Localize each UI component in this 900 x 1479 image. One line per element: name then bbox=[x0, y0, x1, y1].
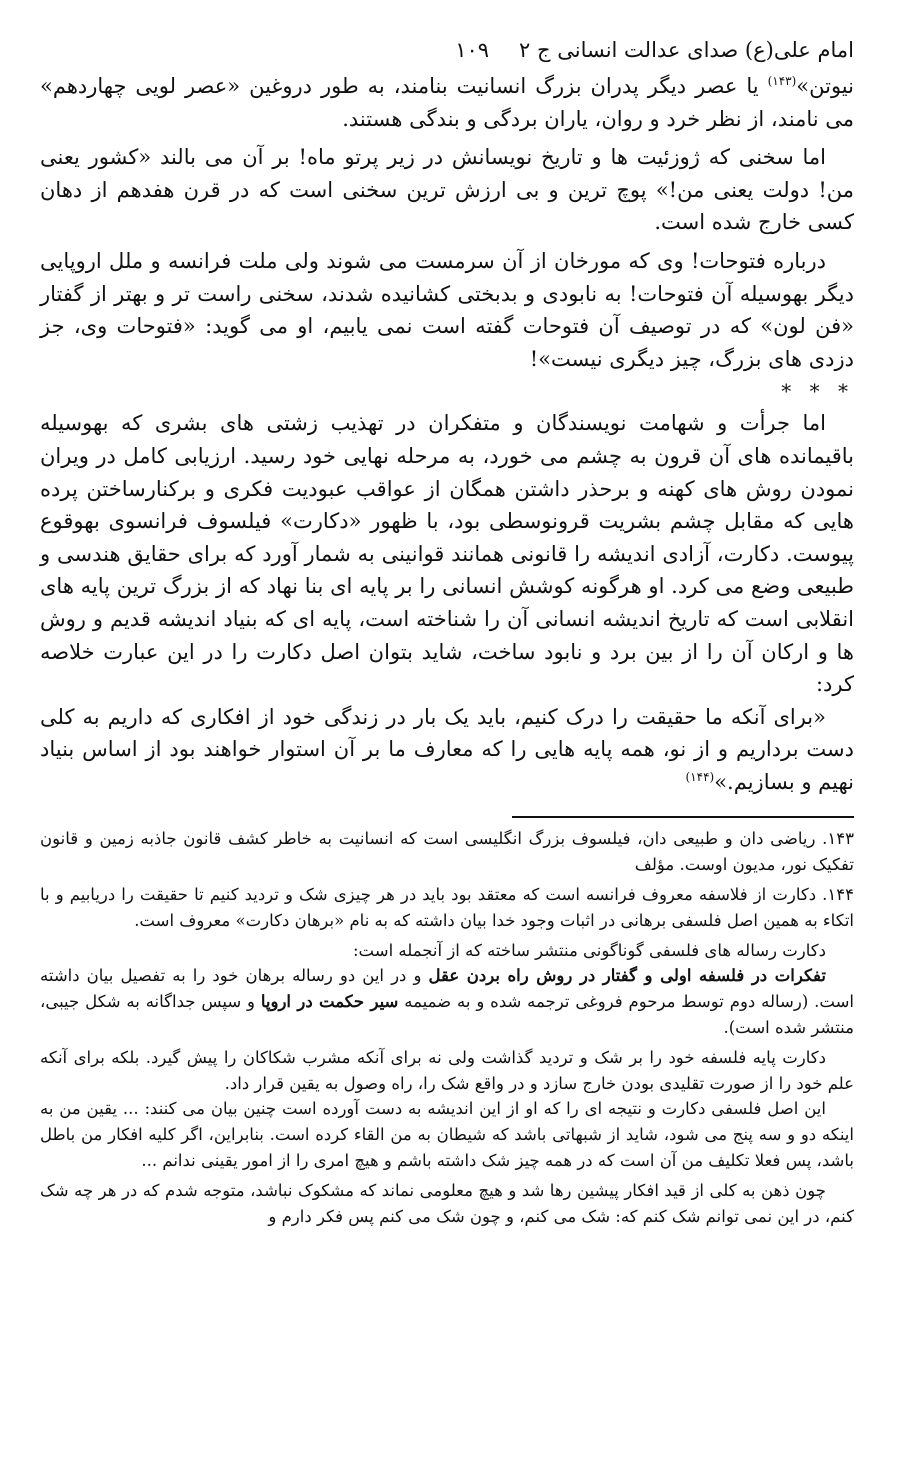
paragraph-1-rest: یا عصر دیگر پدران بزرگ انسانیت بنامند، به طور دروغین «عصر لویی چهاردهم» می نامند، از نظر خرد و روان، یاران بردگی و بندگی هستند. bbox=[40, 74, 854, 131]
section-separator: * * * bbox=[781, 379, 854, 404]
paragraph-4: اما جرأت و شهامت نویسندگان و متفکران در تهذیب زشتی های بشری که بهوسیله باقیمانده های آن قرون به چشم می خورد، به مرحله نهایی خود رسید. ارزیابی کامل در ویران نمودن روش های کهنه و برحذر داشتن همگان از عواقب عبودیت فکری و برکنارساختن پرده هایی که مقابل چشم بشریت قرونوسطی بود، با ظهور «دکارت» فیلسوف فرانسوی بهوقوع پیوست. دکارت، آزادی اندیشه را قانونی همانند قوانینی به شمار آورد که برای حقایق هندسی و طبیعی وضع می کرد. او هرگونه کوشش انسانی را بر پایه ای بنا نهاد که از بزرگ ترین پایه های انقلابی است که تاریخ اندیشه انسانی آن را شناخته است، پایه ای که بنیاد اندیشه قدیم و روش ها و ارکان آن را از بین برد و نابود ساخت، شاید بتوان اصل دکارت را در این عبارت خلاصه کرد: bbox=[40, 411, 854, 697]
footnote-ref-143: (۱۴۳) bbox=[767, 74, 797, 88]
footnotes bbox=[40, 826, 854, 1229]
book-titles-bold: تفکرات در فلسفه اولی و گفتار در روش راه بردن عقل bbox=[428, 966, 826, 986]
paragraph-2: اما سخنی که ژوزئیت ها و تاریخ نویسانش در زیر پرتو ماه! بر آن می بالند «کشور یعنی من! دولت یعنی من!» پوچ ترین و بی ارزش ترین سخنی است که در قرن هفدهم از دهان کسی خارج شده است. bbox=[40, 145, 854, 235]
book-page bbox=[40, 30, 854, 1479]
quote-text: «برای آنکه ما حقیقت را درک کنیم، باید یک بار در زندگی خود از افکاری که داریم به کلی دست برداریم و از نو، همه پایه هایی را که معارف ما بر آن استوار خواهند بود از اساس بنیاد نهیم و بسازیم.» bbox=[40, 704, 854, 794]
footnote-note-2 bbox=[40, 963, 854, 1040]
footnote-144: ۱۴۴. دکارت از فلاسفه معروف فرانسه است که معتقد بود باید در هر چیزی شک و تردید کنیم تا حقیقت را دریابیم و با اتکاء به همین اصل فلسفی برهانی در اثبات وجود خدا بیان داشته که به نام «برهان دکارت» معروف است. bbox=[40, 885, 854, 930]
running-header bbox=[40, 30, 854, 70]
page-number: ۱۰۹ bbox=[455, 38, 490, 62]
paragraph-5-quote bbox=[40, 701, 854, 799]
paragraph-1 bbox=[40, 70, 854, 135]
footnote-divider bbox=[512, 816, 854, 818]
footnote-note-3: دکارت پایه فلسفه خود را بر شک و تردید گذاشت ولی نه برای آنکه مشرب شکاکان را پیش گیرد. بلکه برای آنکه علم خود را از صورت تقلیدی بودن خارج سازد و در واقع شک را، راه وصول به یقین قرار داد. bbox=[40, 1047, 854, 1093]
paragraph-3: درباره فتوحات! وی که مورخان از آن سرمست می شوند ولی ملت فرانسه و ملل اروپایی دیگر بهوسیله آن فتوحات! به نابودی و بدبختی کشانیده شدند، سخنی راست تر و بهتر از گفتار «فن لون» که در توصیف آن فتوحات گفته است نمی یابیم، او می گوید: «فتوحات وی، جز دزدی های بزرگ، چیز دیگری نیست»! bbox=[40, 248, 854, 371]
footnote-note-2-text: و در این دو رساله برهان خود را به تفصیل بیان داشته است. (رساله دوم توسط مرحوم فروغی ترجمه شده و به ضمیمه bbox=[40, 966, 854, 1012]
footnote-note-4: این اصل فلسفی دکارت و نتیجه ای را که او از این اندیشه به دست آورده است چنین بیان می کنند: ... یقین من به اینکه دو و سه پنج می شود، شاید از شبهاتی باشد که شیطان به من القاء کرده است. بنابراین، اگر کلیه افکار من باطل باشد، پس فعلا تکلیف من آن است که در همه چیز شک داشته باشم و هیچ امری را از امور یقینی ندانم ... bbox=[40, 1099, 854, 1171]
footnote-note-2-end: و سپس جداگانه به شکل جیبی، منتشر شده است). bbox=[40, 992, 854, 1038]
book-title: امام علی(ع) صدای عدالت انسانی ج ۲ bbox=[519, 38, 854, 62]
footnote-note-1: دکارت رساله های فلسفی گوناگونی منتشر ساخته که از آنجمله است: bbox=[352, 940, 826, 960]
paragraph-1-start: نیوتن» bbox=[796, 74, 854, 98]
sir-hekmat-bold: سیر حکمت در اروپا bbox=[260, 992, 399, 1012]
footnote-143: ۱۴۳. ریاضی دان و طبیعی دان، فیلسوف بزرگ انگلیسی است که انسانیت به خاطر کشف قانون جاذبه زمین و قانون تفکیک نور، مدیون اوست. مؤلف bbox=[40, 829, 854, 875]
main-text bbox=[40, 70, 854, 798]
footnote-note-5: چون ذهن به کلی از قید افکار پیشین رها شد و هیچ معلومی نماند که مشکوک نباشد، متوجه شدم که در هر چه شک کنم، در این نمی توانم شک کنم که: شک می کنم، و چون شک می کنم پس فکر دارم و bbox=[40, 1180, 854, 1226]
footnote-ref-144: (۱۴۴) bbox=[685, 769, 715, 784]
